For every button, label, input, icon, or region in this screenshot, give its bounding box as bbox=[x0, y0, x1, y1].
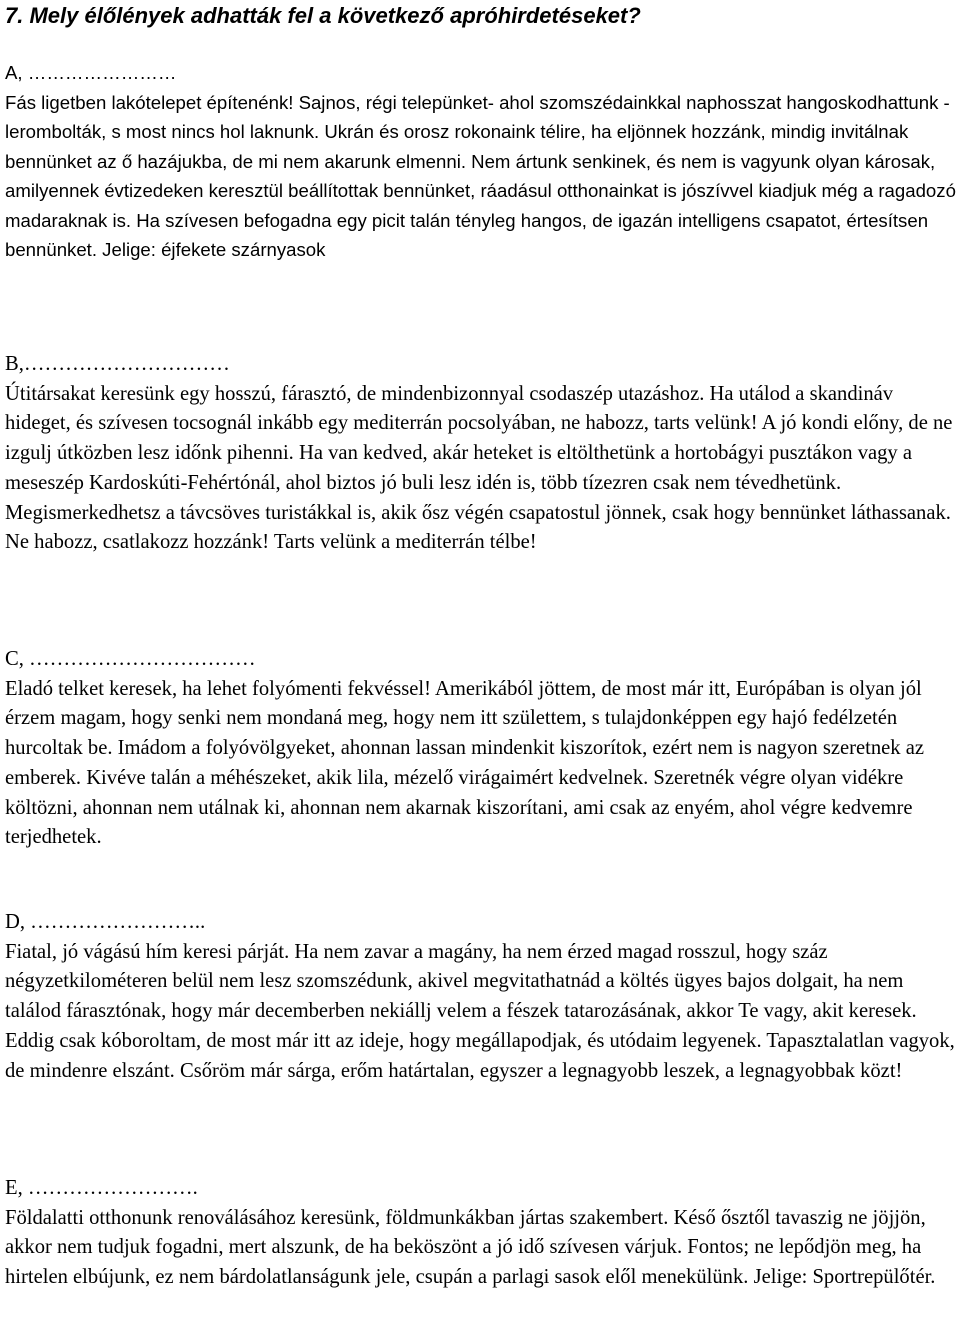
ad-section-d bbox=[5, 908, 960, 1086]
page-title: 7. Mely élőlények adhatták fel a következő apróhirdetéseket? bbox=[5, 3, 641, 28]
ad-text-e: Földalatti otthonunk renoválásához keresünk, földmunkákban jártas szakembert. Késő ősztől tavaszig ne jöjjön, akkor nem tudjuk fogadni, mert alszunk, de ha beköszönt a jó idő szívesen várjuk. Fontos; ne lepődjön meg, ha hirtelen elbújunk, ez nem bárdolatlanságunk jele, csupán a parlagi sasok elől menekülünk. Jelige: Sportrepülőtér. bbox=[5, 1206, 936, 1289]
ad-section-c bbox=[5, 645, 960, 853]
ad-section-e bbox=[5, 1174, 960, 1293]
ad-label-c: C, …………………………… bbox=[5, 648, 256, 670]
ad-text-d: Fiatal, jó vágású hím keresi párját. Ha nem zavar a magány, ha nem érzed magad rosszul, hogy száz négyzetkilométeren belül nem lesz szomszédunk, akivel megvitathatnád a költés ügyes bajos dolgait, ha nem találod fárasztónak, hogy már decemberben nekiállj velem a fészek tatarozásának, akkor Te vagy, akit keresek. Eddig csak kóboroltam, de most már itt az ideje, hogy megállapodjak, és utódaim legyenek. Tapasztalatlan vagyok, de mindenre elszánt. Csőröm már sárga, erőm határtalan, egyszer a legnagyobb leszek, a legnagyobbak közt! bbox=[5, 940, 955, 1082]
ad-section-b bbox=[5, 350, 960, 558]
ad-text-b: Útitársakat keresünk egy hosszú, fárasztó, de mindenbizonnyal csodaszép utazáshoz. Ha utálod a skandináv hideget, és szívesen tocsognál inkább egy mediterrán pocsolyában, ne habozz, tarts velünk! A jó kondi előny, de ne izgulj útközben lesz időnk pihenni. Ha van kedved, akár heteket is eltölthetünk a hortobágyi pusztákon vagy a meseszép Kardoskúti-Fehértónál, ahol biztos jó buli lesz idén is, több tízezren csak nem tévedhetünk. Megismerkedhetsz a távcsöves turistákkal is, akik ősz végén csapatostul jönnek, csak hogy bennünket láthassanak. Ne habozz, csatlakozz hozzánk! Tarts velünk a mediterrán télbe! bbox=[5, 382, 953, 554]
ad-text-a: Fás ligetben lakótelepet építenénk! Sajnos, régi telepünket- ahol szomszédainkkal naphosszat hangoskodhattunk - lerombolták, s most nincs hol laknunk. Ukrán és orosz rokonaink télire, ha eljönnek hozzánk, mindig invitálnak bennünket az ő hazájukba, de mi nem akarunk elmenni. Nem ártunk senkinek, és nem is vagyunk olyan károsak, amilyennek évtizedeken keresztül beállítottak bennünket, ráadásul otthonainkat is jószívvel kiadjuk még a ragadozó madaraknak is. Ha szívesen befogadna egy picit talán tényleg hangos, de igazán intelligens csapatot, értesítsen bennünket. Jelige: éjfekete szárnyasok bbox=[5, 91, 956, 260]
ad-label-a: A, …………………… bbox=[5, 62, 177, 83]
ad-section-a bbox=[5, 58, 960, 265]
ad-text-c: Eladó telket keresek, ha lehet folyómenti fekvéssel! Amerikából jöttem, de most már itt, Európában is olyan jól érzem magam, hogy senki nem mondaná meg, hogy nem itt születtem, s tulajdonképpen egy hajó fedélzetén hurcoltak be. Imádom a folyóvölgyeket, ahonnan lassan mindenkit kiszorítok, ezért nem is nagyon szeretnek az emberek. Kivéve talán a méhészeket, akik lila, mézelő virágaimért kedvelnek. Szeretnék végre olyan vidékre költözni, ahonnan nem utálnak ki, ahonnan nem akarnak kiszorítani, ami csak az enyém, ahol végre kedvemre terjedhetek. bbox=[5, 677, 924, 849]
document-page bbox=[5, 0, 960, 1289]
ad-label-d: D, …………………….. bbox=[5, 911, 206, 933]
ad-label-b: B,………………………… bbox=[5, 353, 230, 375]
ad-label-e: E, ……………………. bbox=[5, 1177, 198, 1199]
